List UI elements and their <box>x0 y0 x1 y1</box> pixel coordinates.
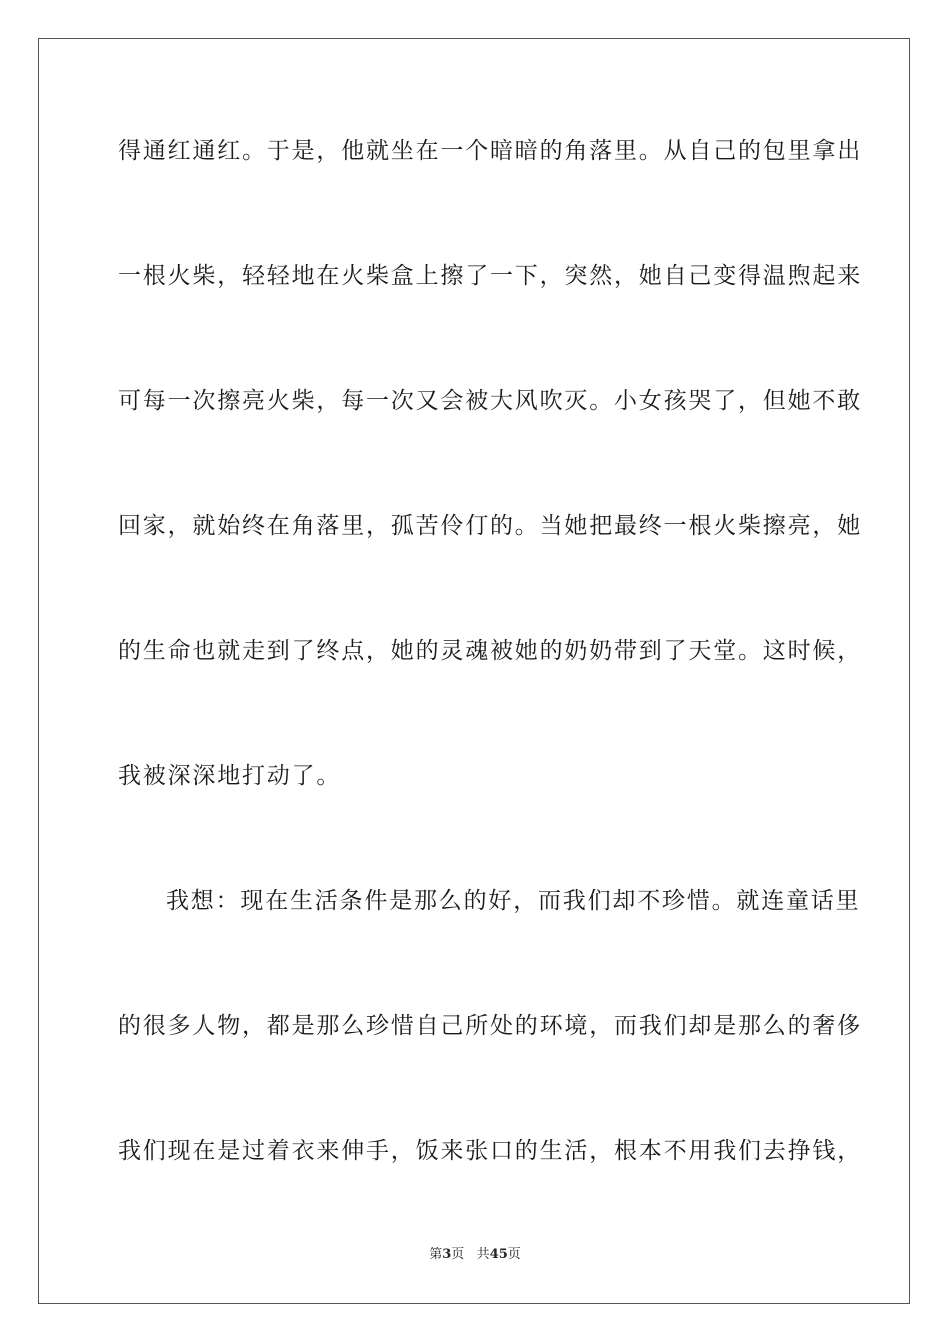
page-number: 3 <box>442 1247 452 1262</box>
text-line-4: 回家，就始终在角落里，孤苦伶仃的。当她把最终一根火柴擦亮，她 <box>118 513 862 539</box>
paragraph-start-line: 我想：现在生活条件是那么的好，而我们却不珍惜。就连童话里 <box>166 888 861 914</box>
page-footer <box>39 1243 911 1262</box>
text-line-5: 的生命也就走到了终点，她的灵魂被她的奶奶带到了天堂。这时候， <box>118 638 862 664</box>
text-line-6: 我被深深地打动了。 <box>118 763 342 789</box>
total-prefix: 共 <box>476 1247 490 1262</box>
total-pages: 45 <box>489 1247 508 1262</box>
document-page <box>38 38 910 1304</box>
text-line-8: 的很多人物，都是那么珍惜自己所处的环境，而我们却是那么的奢侈 <box>118 1013 862 1039</box>
total-suffix: 页 <box>507 1247 521 1262</box>
page-prefix: 第 <box>429 1247 443 1262</box>
text-line-9: 我们现在是过着衣来伸手，饭来张口的生活，根本不用我们去挣钱， <box>118 1138 862 1164</box>
page-suffix: 页 <box>451 1247 465 1262</box>
text-line-3: 可每一次擦亮火柴，每一次又会被大风吹灭。小女孩哭了，但她不敢 <box>118 388 862 414</box>
text-line-2: 一根火柴，轻轻地在火柴盒上擦了一下，突然，她自己变得温煦起来 <box>118 263 862 289</box>
text-line-1: 得通红通红。于是，他就坐在一个暗暗的角落里。从自己的包里拿出 <box>118 138 862 164</box>
